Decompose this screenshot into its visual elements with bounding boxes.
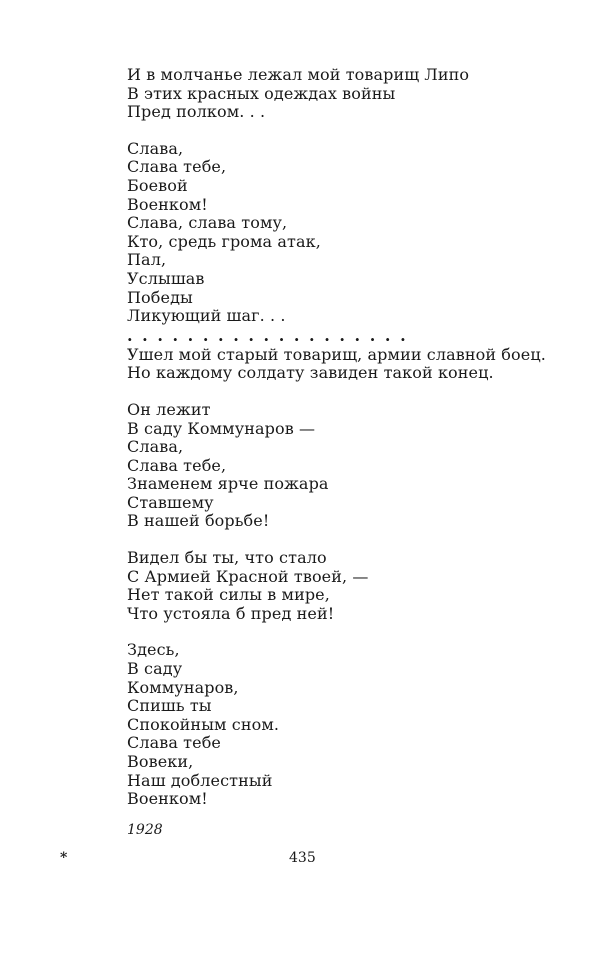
poem-line: Ликующий шаг. . . xyxy=(127,306,286,326)
poem-year: 1928 xyxy=(127,822,163,838)
poem-line: Ставшему xyxy=(127,492,214,512)
poem-line: Слава тебе xyxy=(127,733,221,753)
stanza-4 xyxy=(127,401,567,531)
page-number: 435 xyxy=(289,850,316,866)
poem-line: Но каждому солдату завиден такой конец. xyxy=(127,363,494,383)
poem-line: Слава, xyxy=(127,138,184,158)
poem-line: Нет такой силы в мире, xyxy=(127,585,330,605)
poem-line: В саду Коммунаров — xyxy=(127,418,316,438)
poem-line: Слава тебе, xyxy=(127,157,227,177)
poem-line: Здесь, xyxy=(127,640,180,660)
star-mark: * xyxy=(60,850,68,866)
poem-line: Ушел мой старый товарищ, армии славной боец. xyxy=(127,344,546,364)
poem-line: Что устояла б пред ней! xyxy=(127,603,335,623)
stanza-5 xyxy=(127,549,567,623)
poem-line: В этих красных одеждах войны xyxy=(127,83,396,103)
poem-line: Военком! xyxy=(127,194,208,214)
section-separator: ................... xyxy=(127,325,416,345)
poem-line: Видел бы ты, что стало xyxy=(127,548,327,568)
poem xyxy=(127,66,567,809)
poem-line: Боевой xyxy=(127,175,188,195)
poem-line: Коммунаров, xyxy=(127,677,239,697)
stanza-6 xyxy=(127,641,567,808)
poem-line: Военком! xyxy=(127,789,208,809)
poem-line: Услышав xyxy=(127,268,205,288)
poem-line: Наш доблестный xyxy=(127,770,273,790)
poem-line: Пред полком. . . xyxy=(127,102,266,122)
poem-line: Кто, средь грома атак, xyxy=(127,231,321,251)
poem-line: И в молчанье лежал мой товарищ Липо xyxy=(127,65,470,84)
poem-line: Спишь ты xyxy=(127,696,212,716)
poem-line: Слава, слава тому, xyxy=(127,213,288,233)
poem-line: Вовеки, xyxy=(127,752,194,771)
poem-line: В саду xyxy=(127,659,183,679)
stanza-1 xyxy=(127,66,567,122)
poem-line: Он лежит xyxy=(127,399,211,419)
poem-line: Слава, xyxy=(127,437,184,457)
poem-line: В нашей борьбе! xyxy=(127,511,270,531)
stanza-3 xyxy=(127,346,567,383)
poem-line: Слава тебе, xyxy=(127,455,227,475)
poem-line: Пал, xyxy=(127,250,167,270)
poem-line: Спокойным сном. xyxy=(127,714,280,734)
poem-line: Победы xyxy=(127,287,193,307)
poem-line: С Армией Красной твоей, — xyxy=(127,566,369,586)
poem-line: Знаменем ярче пожара xyxy=(127,474,329,494)
stanza-2 xyxy=(127,140,567,344)
